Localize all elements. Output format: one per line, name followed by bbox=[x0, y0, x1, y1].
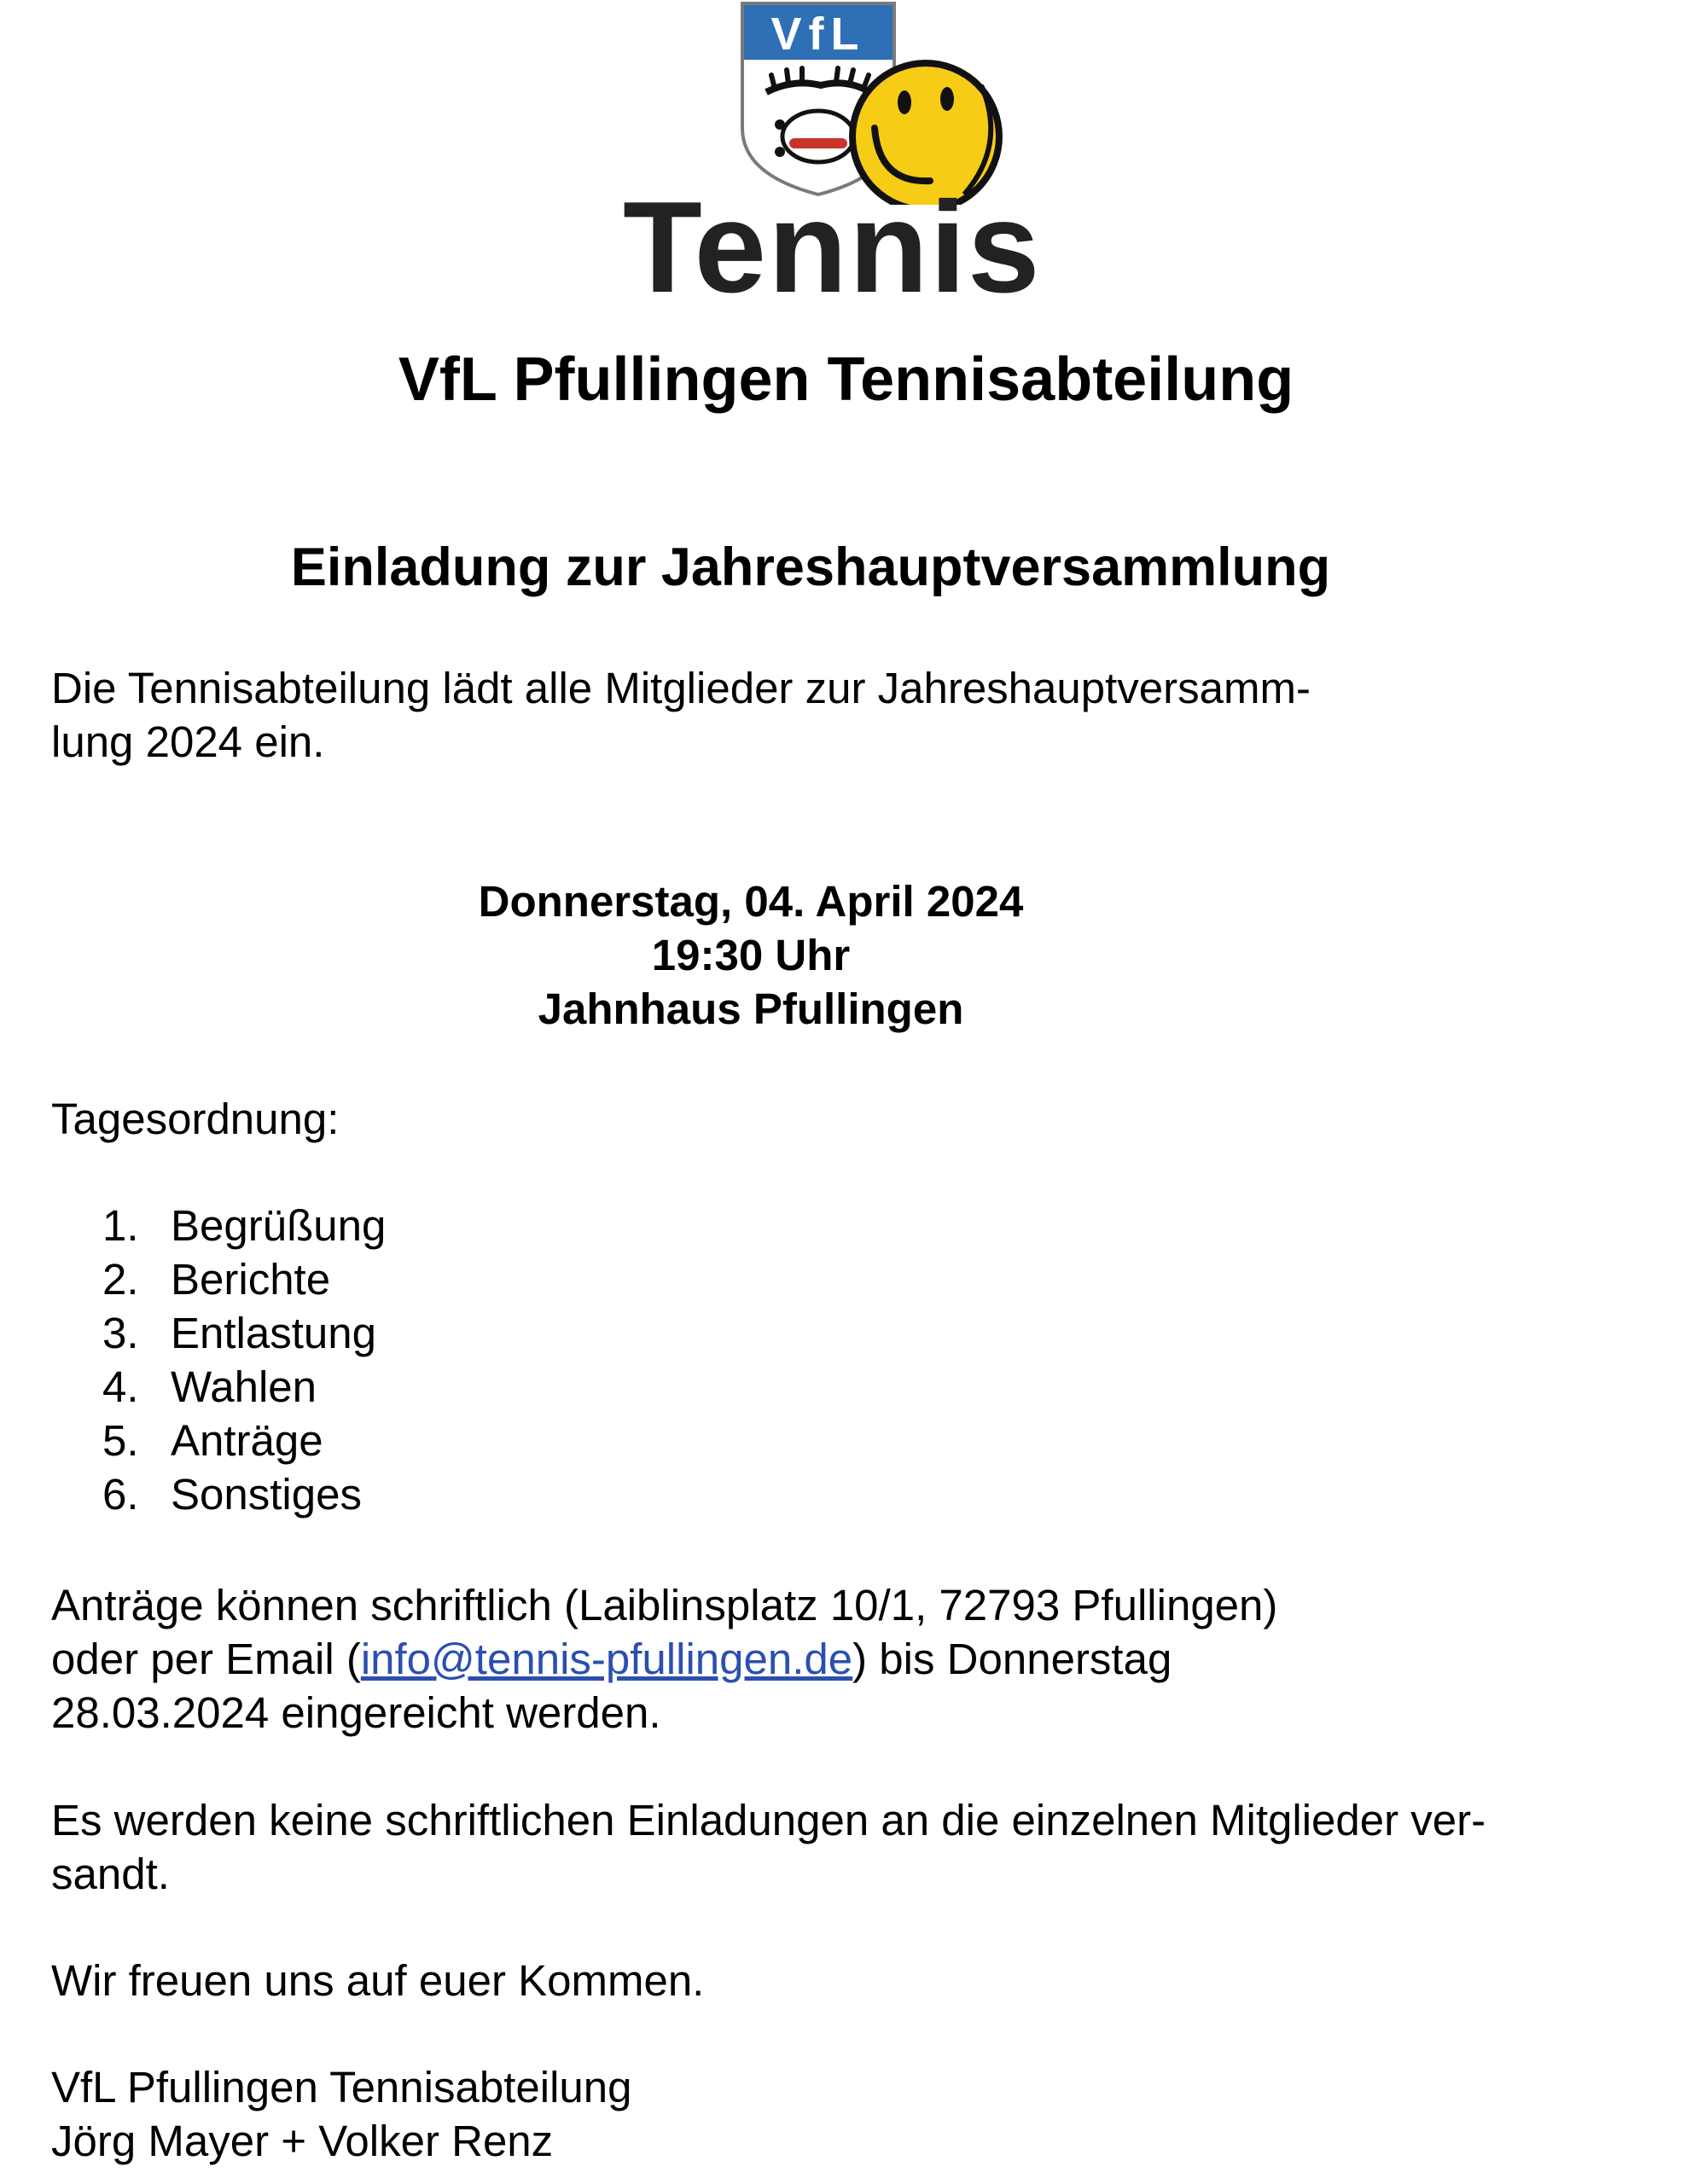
agenda-item-number: 3. bbox=[102, 1309, 139, 1357]
agenda-item-number: 5. bbox=[102, 1416, 139, 1465]
motions-line-suffix: ) bis Donnerstag bbox=[852, 1635, 1172, 1683]
org-title: VfL Pfullingen Tennisabteilung bbox=[398, 346, 1294, 414]
agenda-item-label: Sonstiges bbox=[171, 1470, 362, 1519]
notice-line: Es werden keine schriftlichen Einladungen an die einzelnen Mitglieder ver- bbox=[51, 1796, 1486, 1844]
club-logo bbox=[623, 0, 1042, 320]
crest-text: VfL bbox=[770, 9, 866, 60]
email-link[interactable]: info@tennis-pfullingen.de bbox=[360, 1635, 853, 1683]
agenda-item-label: Wahlen bbox=[171, 1362, 317, 1411]
agenda-item bbox=[102, 1199, 386, 1252]
agenda-item-label: Entlastung bbox=[171, 1309, 377, 1357]
motions-paragraph bbox=[51, 1578, 1587, 1740]
agenda-item-number: 4. bbox=[102, 1362, 139, 1411]
agenda-item-label: Berichte bbox=[171, 1255, 331, 1304]
event-date: Donnerstag, 04. April 2024 bbox=[478, 877, 1024, 926]
agenda-item-label: Begrüßung bbox=[171, 1201, 387, 1250]
notice-line: sandt. bbox=[51, 1850, 170, 1898]
agenda-item-number: 6. bbox=[102, 1470, 139, 1519]
motions-line: Anträge können schriftlich (Laiblinsplatz 10/1, 72793 Pfullingen) bbox=[51, 1581, 1278, 1629]
notice-paragraph bbox=[51, 1793, 1621, 1901]
agenda-item-label: Anträge bbox=[171, 1416, 323, 1465]
agenda-item bbox=[102, 1252, 386, 1306]
motions-line: 28.03.2024 eingereicht werden. bbox=[51, 1688, 661, 1737]
closing-line: Wir freuen uns auf euer Kommen. bbox=[51, 1956, 705, 2005]
agenda-item-number: 1. bbox=[102, 1201, 139, 1250]
signature-names: Jörg Mayer + Volker Renz bbox=[51, 2117, 554, 2165]
intro-line: Die Tennisabteilung lädt alle Mitglieder zur Jahreshauptversamm- bbox=[51, 664, 1311, 712]
agenda-item bbox=[102, 1414, 386, 1467]
signature-org: VfL Pfullingen Tennisabteilung bbox=[51, 2063, 632, 2111]
event-details bbox=[324, 874, 1177, 1036]
motions-line-prefix: oder per Email ( bbox=[51, 1635, 361, 1683]
signature-block bbox=[51, 2060, 632, 2168]
intro-line: lung 2024 ein. bbox=[51, 717, 325, 766]
event-time: 19:30 Uhr bbox=[651, 931, 851, 979]
agenda-item-number: 2. bbox=[102, 1255, 139, 1304]
motions-line bbox=[51, 1632, 1587, 1686]
agenda-list bbox=[102, 1199, 386, 1521]
document-title: Einladung zur Jahreshauptversammlung bbox=[290, 537, 1331, 597]
club-crest-and-ball-logo bbox=[623, 0, 1015, 205]
agenda-item bbox=[102, 1467, 386, 1521]
agenda-heading: Tagesordnung: bbox=[51, 1095, 340, 1143]
agenda-item bbox=[102, 1306, 386, 1360]
logo-wordmark: Tennis bbox=[623, 175, 1042, 320]
intro-paragraph bbox=[51, 661, 1502, 769]
event-location: Jahnhaus Pfullingen bbox=[538, 985, 964, 1033]
agenda-item bbox=[102, 1360, 386, 1414]
